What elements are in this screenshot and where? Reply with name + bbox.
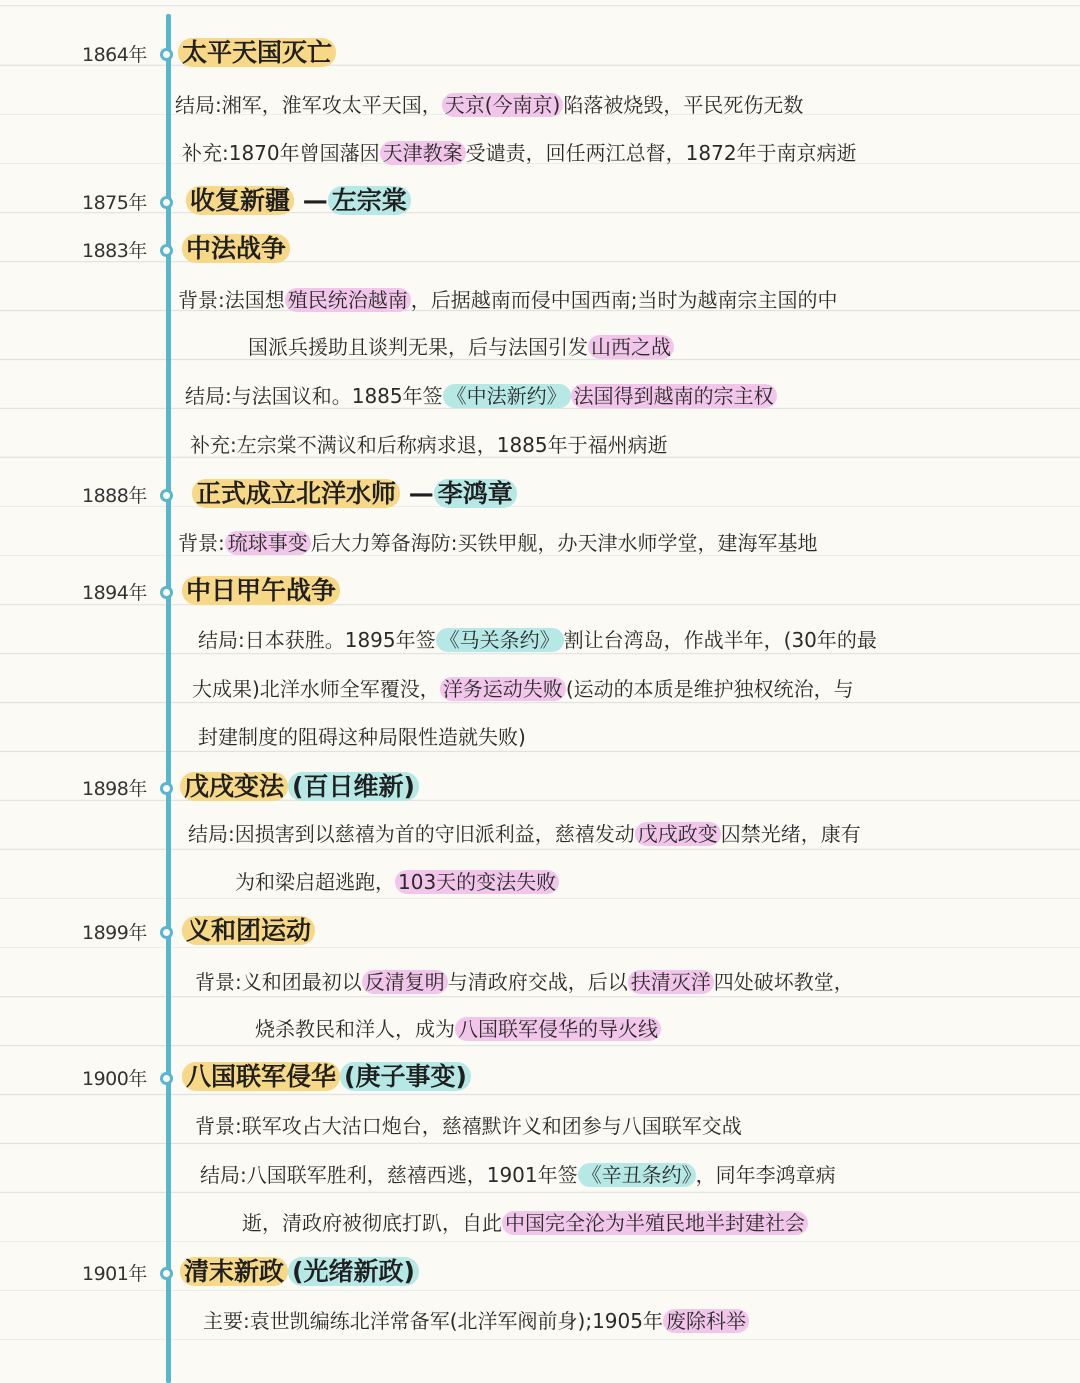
highlight-term: 山西之战 [588,335,674,359]
event-title [180,770,419,804]
text-segment: 逝，清政府被彻底打趴，自此 [242,1211,502,1235]
year-label: 1888年 [82,485,147,507]
year-label: 1898年 [82,778,147,800]
year-label: 1901年 [82,1263,147,1285]
event-detail-line [175,90,803,120]
event-detail-line [198,625,877,655]
timeline-dot-icon [160,196,173,209]
text-segment: 烧杀教民和洋人，成为 [255,1017,455,1041]
text-segment: 补充:左宗棠不满议和后称病求退，1885年于福州病逝 [190,433,668,457]
highlight-term: 中日甲午战争 [182,576,340,605]
event-title [192,477,517,511]
timeline-dot-icon [160,244,173,257]
text-segment: 囚禁光绪，康有 [720,822,861,846]
highlight-term: 反清复明 [362,970,448,994]
event-detail-line [195,1111,742,1141]
text-segment: 为和梁启超逃跑， [235,870,395,894]
event-detail-line [255,1014,661,1044]
highlight-term: 洋务运动失败 [440,677,566,701]
event-detail-line [192,674,854,704]
text-segment: 结局:与法国议和。1885年签 [185,384,443,408]
highlight-term: 天津教案 [380,141,466,165]
highlight-term: 义和团运动 [182,916,315,945]
text-segment: 结局:因损害到以慈禧为首的守旧派利益，慈禧发动 [188,822,635,846]
highlight-term: 太平天国灭亡 [178,38,336,67]
year-label: 1894年 [82,582,147,604]
event-detail-line [242,1208,808,1238]
year-label: 1875年 [82,192,147,214]
highlight-term: 戊戌政变 [635,822,721,846]
text-segment: 结局:八国联军胜利，慈禧西逃，1901年签 [200,1163,578,1187]
highlight-term: 八国联军侵华 [182,1062,340,1091]
highlight-term: (百日维新) [288,772,419,801]
highlight-term: 清末新政 [180,1257,288,1286]
text-segment: 后大力筹备海防:买铁甲舰，办天津水师学堂，建海军基地 [310,531,818,555]
event-title [182,1060,471,1094]
event-detail-line [178,285,838,315]
event-detail-line [200,1160,836,1190]
text-segment: 背景:义和团最初以 [195,970,362,994]
highlight-term: 《马关条约》 [436,628,564,652]
timeline-dot-icon [160,782,173,795]
event-detail-line [188,819,861,849]
text-segment: 主要:袁世凯编练北洋常备军(北洋军阀前身);1905年 [203,1309,663,1333]
text-segment: (运动的本质是维护独权统治，与 [565,677,854,701]
timeline-dot-icon [160,48,173,61]
text-segment: ，同年李鸿章病 [695,1163,836,1187]
event-detail-line [203,1306,749,1336]
highlight-term: 八国联军侵华的导火线 [455,1017,661,1041]
event-title [182,914,315,948]
highlight-term: 法国得到越南的宗主权 [571,384,777,408]
event-title [182,232,290,266]
text-segment: 陷落被烧毁，平民死伤无数 [563,93,804,117]
text-segment: — [400,479,434,508]
event-detail-line [178,528,818,558]
highlight-term: 正式成立北洋水师 [192,479,400,508]
timeline-dot-icon [160,489,173,502]
event-title [180,1255,419,1289]
highlight-term: (光绪新政) [288,1257,419,1286]
event-detail-line [198,722,526,752]
highlight-term: (庚子事变) [340,1062,471,1091]
year-label: 1899年 [82,922,147,944]
text-segment: 结局:湘军，淮军攻太平天国， [175,93,442,117]
highlight-term: 中法战争 [182,234,290,263]
event-detail-line [190,430,668,460]
text-segment: 封建制度的阻碍这种局限性造就失败) [198,725,526,749]
timeline-line [166,14,171,1383]
text-segment: ，后据越南而侵中国西南;当时为越南宗主国的中 [410,288,838,312]
text-segment: 背景:法国想 [178,288,285,312]
text-segment: 受谴责，回任两江总督，1872年于南京病逝 [465,141,857,165]
highlight-term: 殖民统治越南 [285,288,411,312]
text-segment: 背景: [178,531,225,555]
text-segment: 结局:日本获胜。1895年签 [198,628,436,652]
timeline-dot-icon [160,586,173,599]
year-label: 1883年 [82,240,147,262]
highlight-term: 收复新疆 [186,186,294,215]
highlight-term: 扶清灭洋 [628,970,714,994]
text-segment: 割让台湾岛，作战半年，(30年的最 [563,628,877,652]
text-segment: 补充:1870年曾国藩因 [182,141,380,165]
event-detail-line [248,332,674,362]
event-detail-line [185,381,777,411]
year-label: 1864年 [82,44,147,66]
event-title [178,36,336,70]
event-detail-line [195,967,854,997]
highlight-term: 李鸿章 [434,479,517,508]
highlight-term: 《辛丑条约》 [578,1163,696,1187]
highlight-term: 《中法新约》 [443,384,571,408]
highlight-term: 中国完全沦为半殖民地半封建社会 [502,1211,808,1235]
text-segment: 与清政府交战，后以 [447,970,628,994]
timeline-dot-icon [160,1267,173,1280]
text-segment: 背景:联军攻占大沽口炮台，慈禧默许义和团参与八国联军交战 [195,1114,742,1138]
text-segment: 大成果)北洋水师全军覆没， [192,677,440,701]
highlight-term: 103天的变法失败 [395,870,559,894]
text-segment: — [294,186,328,215]
event-detail-line [235,867,559,897]
event-title [186,184,411,218]
text-segment: 国派兵援助且谈判无果，后与法国引发 [248,335,588,359]
year-label: 1900年 [82,1068,147,1090]
highlight-term: 琉球事变 [225,531,311,555]
highlight-term: 戊戌变法 [180,772,288,801]
event-title [182,574,340,608]
text-segment: 四处破坏教堂， [713,970,854,994]
highlight-term: 废除科举 [663,1309,749,1333]
timeline-dot-icon [160,1072,173,1085]
timeline-dot-icon [160,926,173,939]
event-detail-line [182,138,857,168]
highlight-term: 天京(今南京) [442,93,564,117]
highlight-term: 左宗棠 [328,186,411,215]
